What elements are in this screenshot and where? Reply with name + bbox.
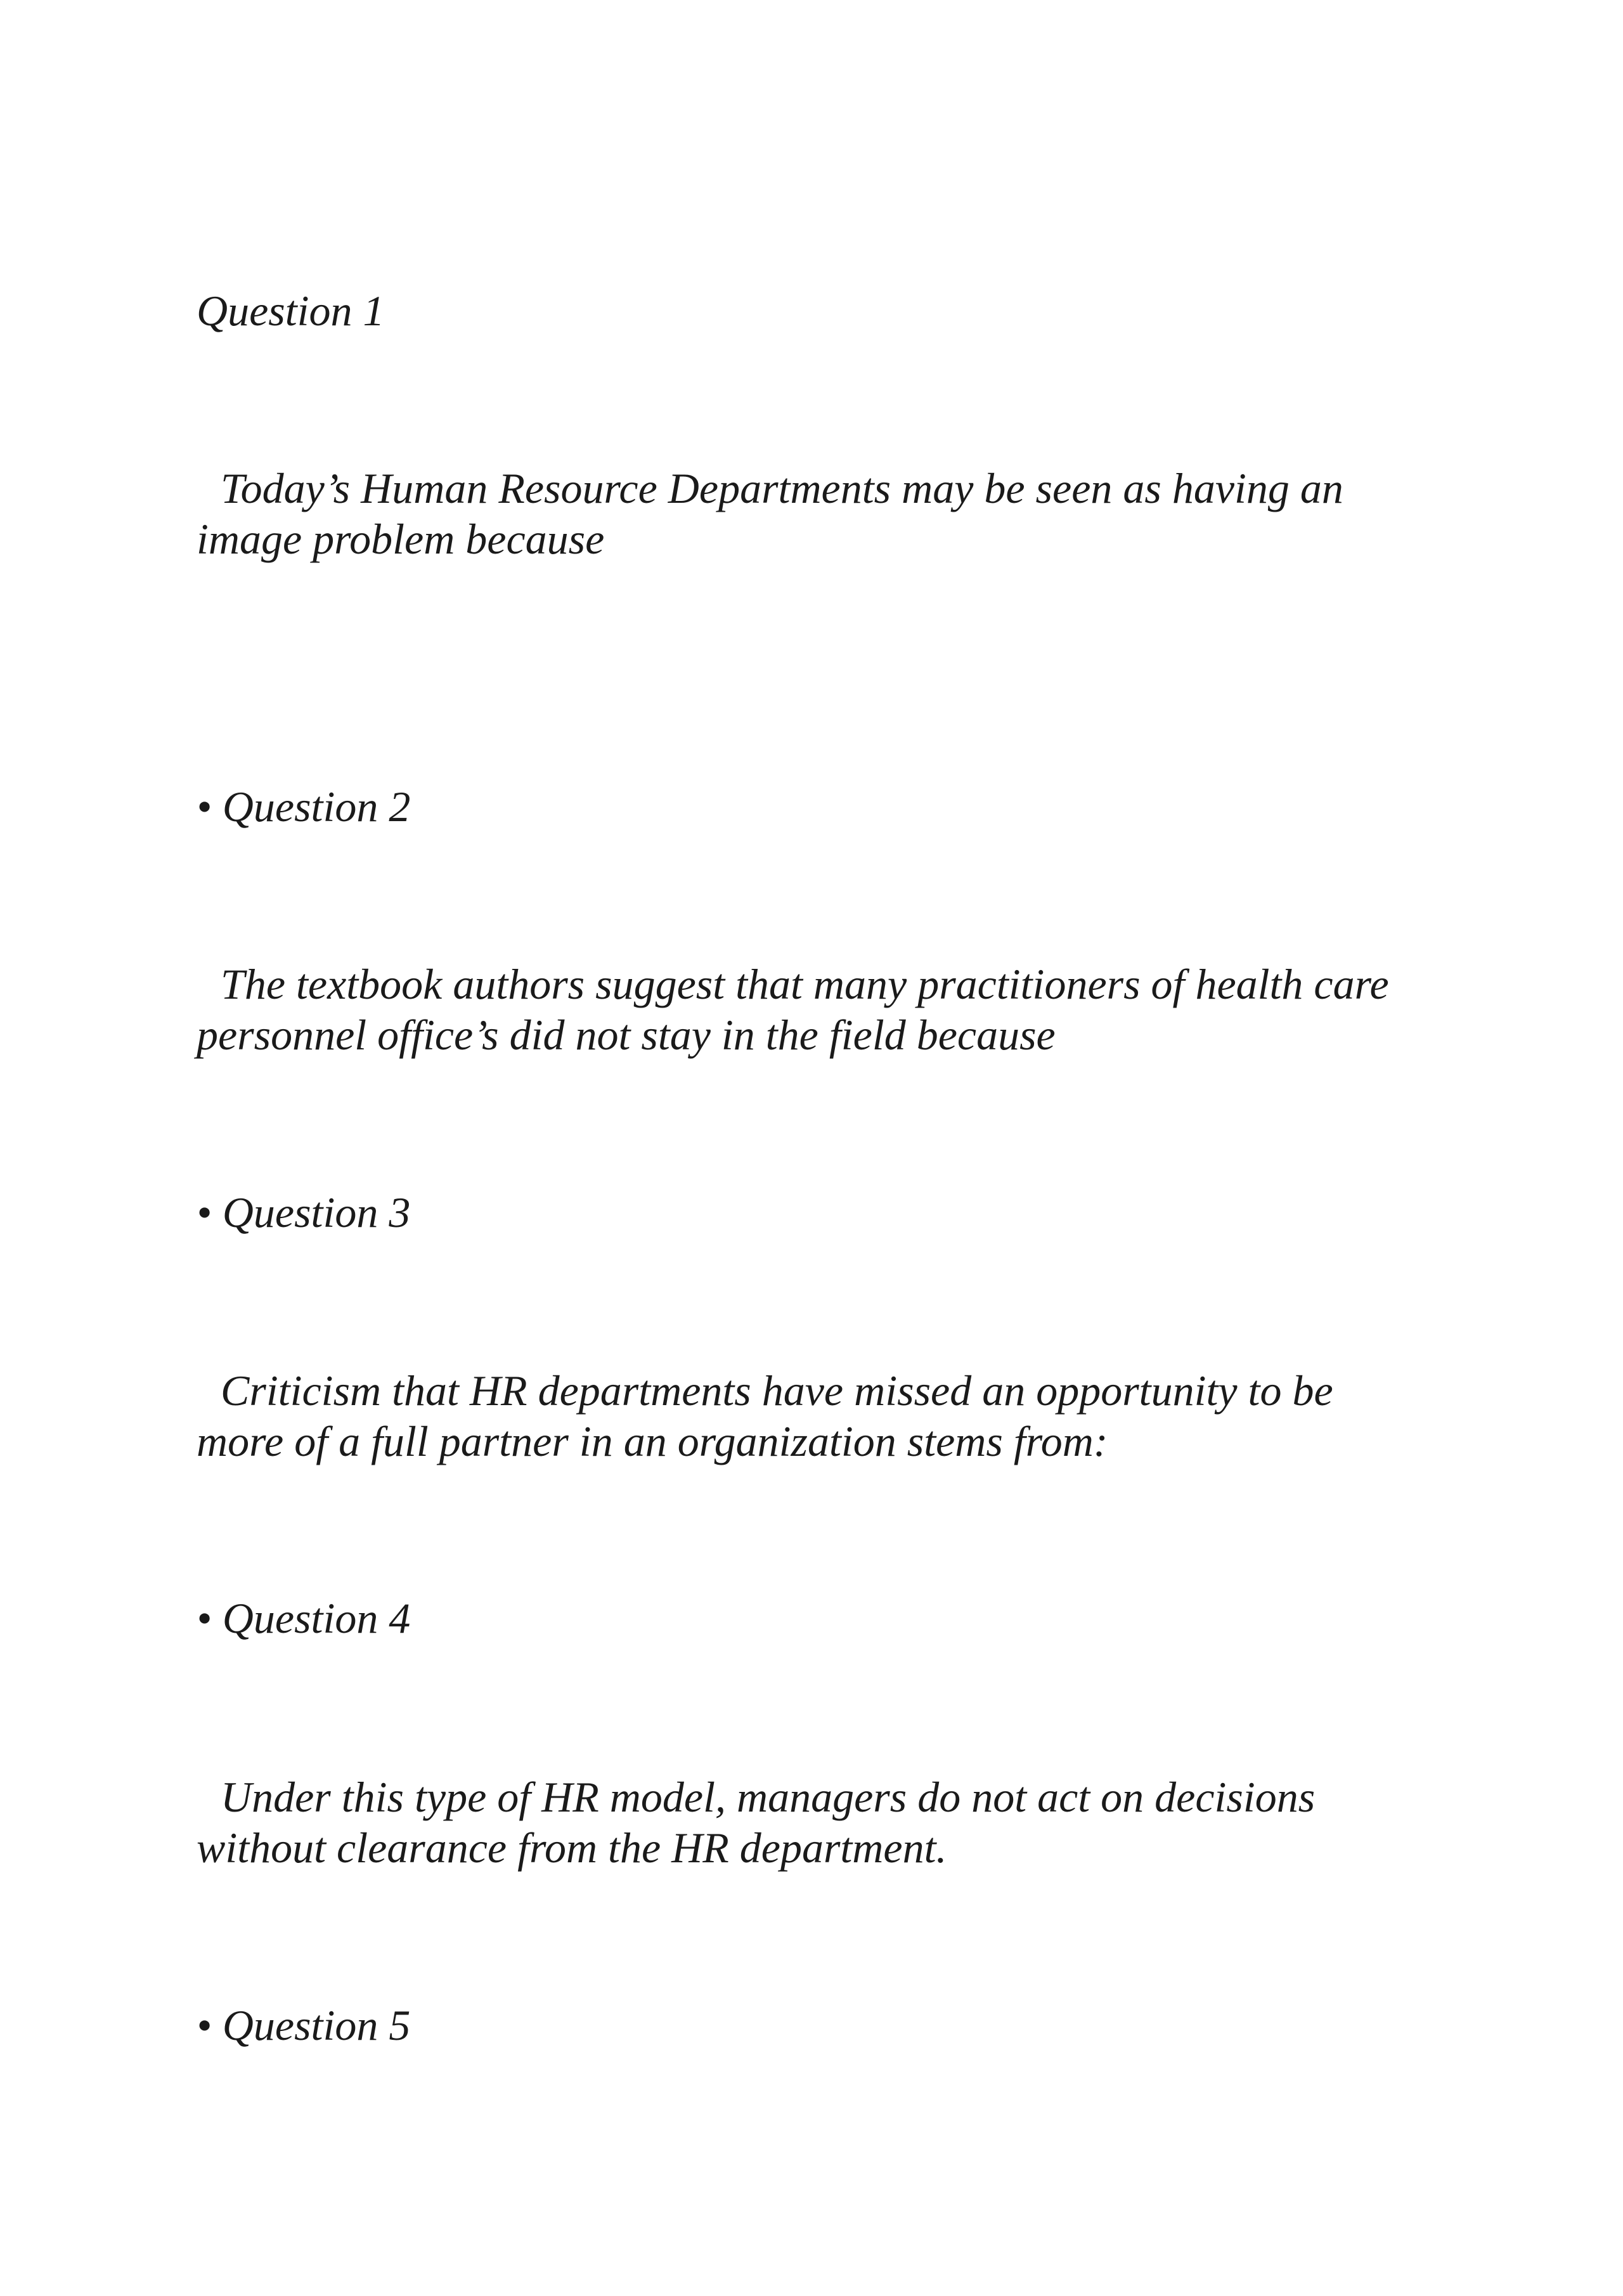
question-4-heading: • Question 4 — [197, 1594, 411, 1642]
question-5-heading: • Question 5 — [197, 2001, 411, 2049]
question-1-heading: Question 1 — [197, 287, 385, 335]
question-1-prompt-line-1: Today’s Human Resource Departments may be seen as having an — [221, 464, 1343, 512]
question-4-prompt-line-1: Under this type of HR model, managers do not act on decisions — [221, 1773, 1316, 1821]
question-1-prompt-line-2: image problem because — [197, 515, 605, 563]
question-3-prompt-line-2: more of a full partner in an organization stems from: — [197, 1417, 1108, 1465]
question-2-prompt-line-2: personnel office’s did not stay in the field because — [197, 1011, 1056, 1059]
question-4-prompt-line-2: without clearance from the HR department. — [197, 1824, 947, 1872]
question-2-heading: • Question 2 — [197, 782, 411, 831]
question-2-prompt-line-1: The textbook authors suggest that many practitioners of health care — [221, 960, 1389, 1008]
question-3-heading: • Question 3 — [197, 1188, 411, 1236]
question-3-prompt-line-1: Criticism that HR departments have missed an opportunity to be — [221, 1366, 1333, 1415]
